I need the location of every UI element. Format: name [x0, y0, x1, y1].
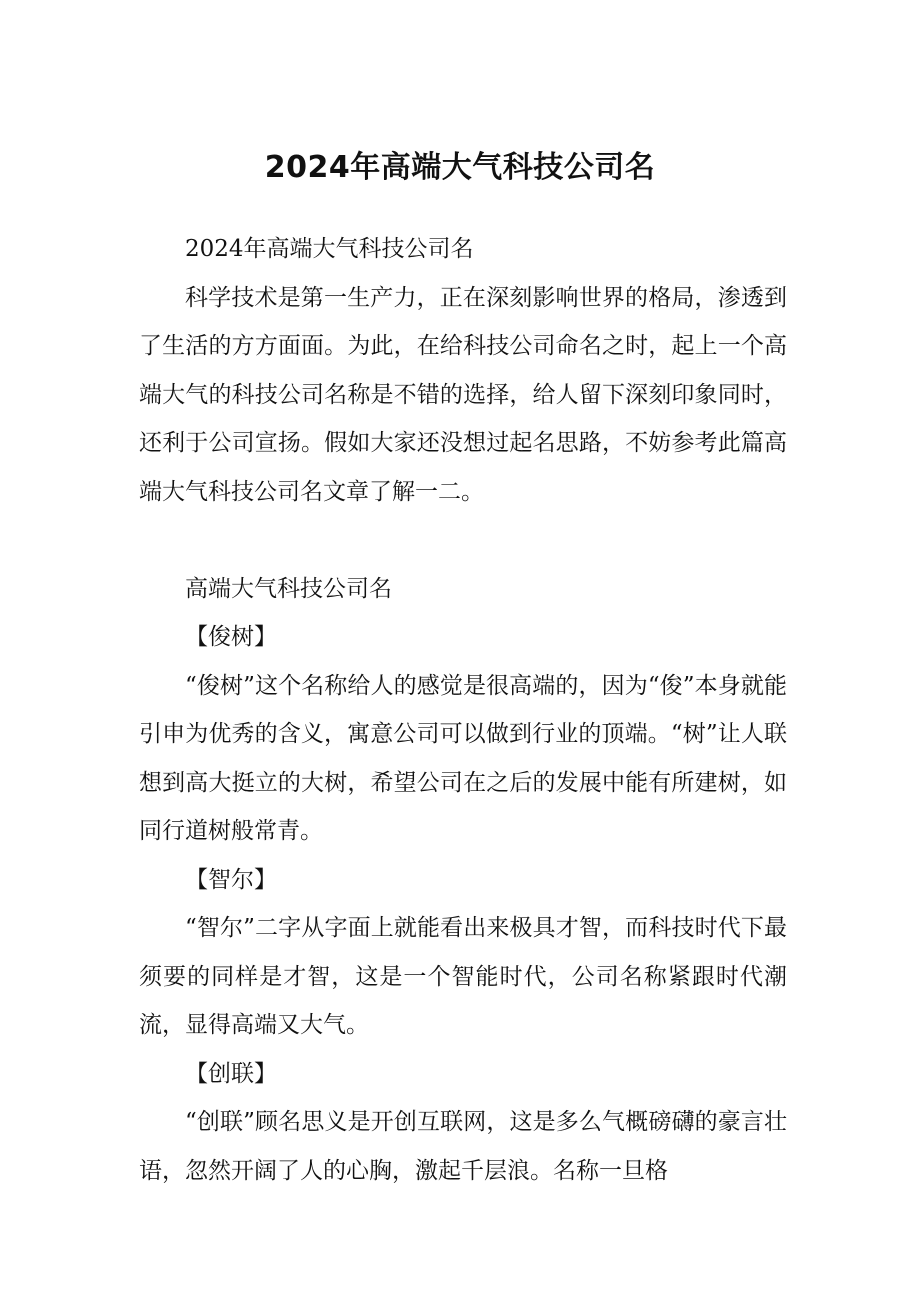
document-body [139, 225, 787, 1195]
subtitle-paragraph: 2024年高端大气科技公司名 [185, 236, 474, 262]
name-description-junshu: “俊树”这个名称给人的感觉是很高端的，因为“俊”本身就能引申为优秀的含义，寓意公司可以做到行业的顶端。“树”让人联想到高大挺立的大树，希望公司在之后的发展中能有所建树，如同行道树般常青。 [139, 672, 787, 844]
name-heading-junshu: 【俊树】 [185, 624, 277, 650]
intro-paragraph: 科学技术是第一生产力，正在深刻影响世界的格局，渗透到了生活的方方面面。为此，在给科技公司命名之时，起上一个高端大气的科技公司名称是不错的选择，给人留下深刻印象同时，还利于公司宣扬。假如大家还没想过起名思路，不妨参考此篇高端大气科技公司名文章了解一二。 [139, 284, 787, 505]
document-title: 2024年高端大气科技公司名 [264, 150, 656, 185]
name-heading-zhier: 【智尔】 [185, 866, 277, 893]
section-heading: 高端大气科技公司名 [185, 575, 392, 602]
name-heading-chuanglian: 【创联】 [185, 1060, 277, 1087]
name-description-chuanglian: “创联”顾名思义是开创互联网，这是多么气概磅礴的豪言壮语，忽然开阔了人的心胸，激起千层浪。名称一旦格 [139, 1109, 787, 1184]
name-description-zhier: “智尔”二字从字面上就能看出来极具才智，而科技时代下最须要的同样是才智，这是一个智能时代，公司名称紧跟时代潮流，显得高端又大气。 [139, 915, 787, 1038]
